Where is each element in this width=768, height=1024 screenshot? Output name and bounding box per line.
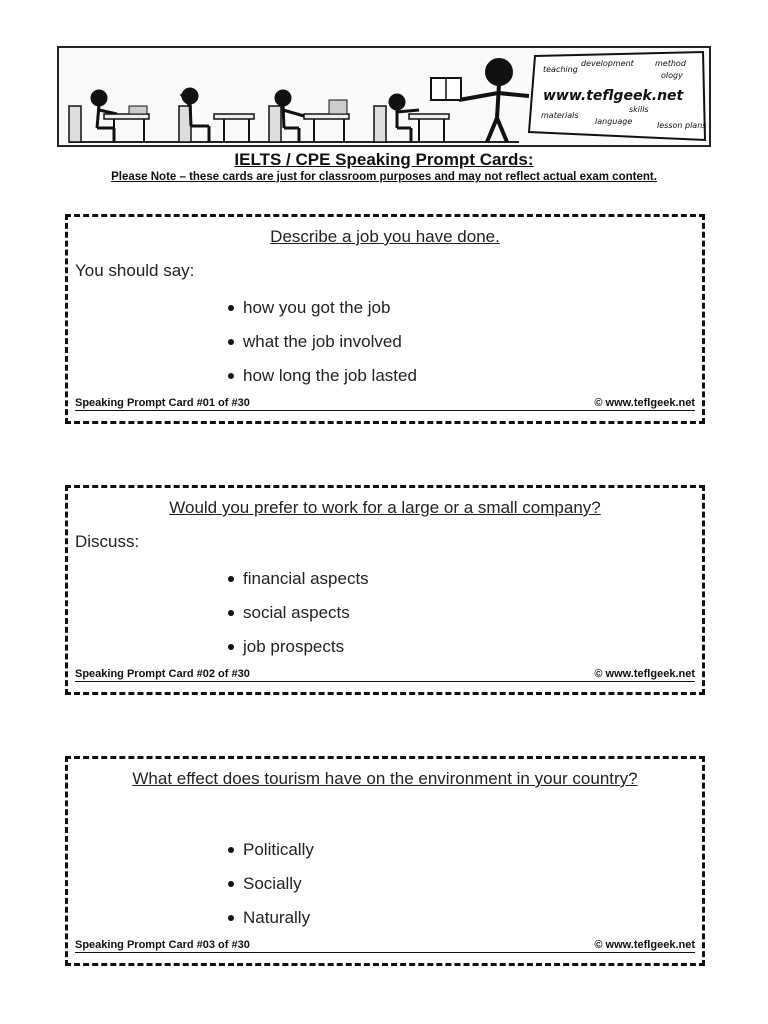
card-lead: You should say:: [75, 261, 195, 280]
classroom-illustration: [59, 48, 709, 145]
prompt-card: [65, 214, 705, 424]
student-figure: [69, 91, 149, 142]
card-number: Speaking Prompt Card #02 of #30: [75, 668, 250, 680]
student-figure: [269, 91, 349, 142]
svg-text:materials: materials: [541, 111, 579, 120]
card-bullet-list: [228, 291, 417, 393]
card-copyright: © www.teflgeek.net: [594, 668, 695, 680]
svg-text:development: development: [581, 59, 634, 68]
bullet-icon: [228, 576, 234, 582]
bullet-icon: [228, 610, 234, 616]
bullet-icon: [228, 881, 234, 887]
card-number: Speaking Prompt Card #01 of #30: [75, 397, 250, 409]
svg-text:skills: skills: [629, 105, 649, 114]
card-number: Speaking Prompt Card #03 of #30: [75, 939, 250, 951]
list-item: how you got the job: [228, 291, 417, 325]
header-banner: [57, 46, 711, 147]
svg-text:teaching: teaching: [543, 65, 578, 74]
svg-text:lesson plans: lesson plans: [657, 121, 707, 130]
svg-text:ology: ology: [661, 71, 683, 80]
list-item: Socially: [228, 867, 314, 901]
card-question: Describe a job you have done.: [270, 227, 500, 246]
card-bullet-list: [228, 833, 314, 935]
document-title: IELTS / CPE Speaking Prompt Cards:: [234, 150, 534, 169]
card-copyright: © www.teflgeek.net: [594, 939, 695, 951]
list-item: what the job involved: [228, 325, 417, 359]
bullet-icon: [228, 305, 234, 311]
bullet-icon: [228, 339, 234, 345]
student-figure: [179, 89, 254, 142]
svg-text:language: language: [595, 117, 633, 126]
list-item: how long the job lasted: [228, 359, 417, 393]
document-note: Please Note – these cards are just for classroom purposes and may not reflect actual exam content.: [111, 171, 657, 183]
list-item: job prospects: [228, 630, 369, 664]
list-item: Politically: [228, 833, 314, 867]
bullet-icon: [228, 915, 234, 921]
card-footer: [75, 939, 695, 953]
prompt-card: [65, 485, 705, 695]
prompt-card: [65, 756, 705, 966]
bullet-icon: [228, 644, 234, 650]
card-question: What effect does tourism have on the environment in your country?: [132, 769, 638, 788]
list-item: Naturally: [228, 901, 314, 935]
teacher-figure: [431, 60, 529, 142]
card-footer: [75, 397, 695, 411]
card-question: Would you prefer to work for a large or a small company?: [169, 498, 601, 517]
svg-text:www.teflgeek.net: www.teflgeek.net: [543, 88, 684, 104]
list-item: social aspects: [228, 596, 369, 630]
bullet-icon: [228, 373, 234, 379]
svg-text:method: method: [655, 59, 686, 68]
student-figure: [374, 95, 449, 142]
bullet-icon: [228, 847, 234, 853]
card-lead: Discuss:: [75, 532, 140, 551]
card-copyright: © www.teflgeek.net: [594, 397, 695, 409]
card-footer: [75, 668, 695, 682]
card-bullet-list: [228, 562, 369, 664]
list-item: financial aspects: [228, 562, 369, 596]
